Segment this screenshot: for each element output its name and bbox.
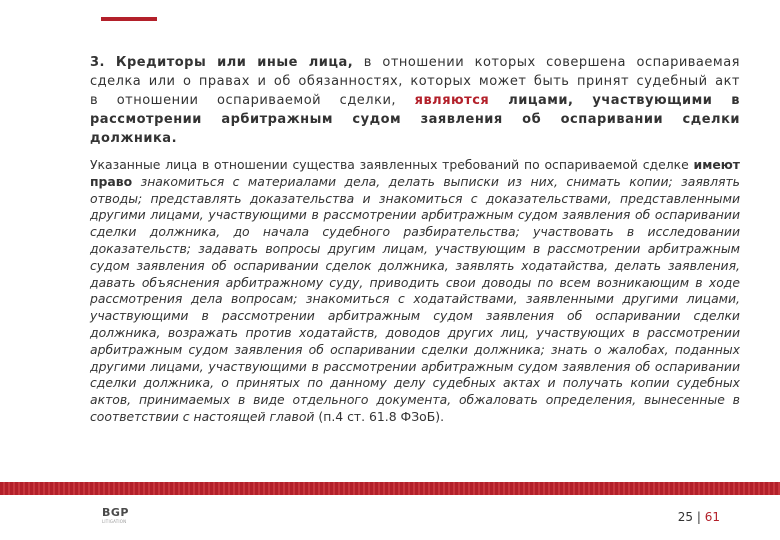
page-separator: | (693, 510, 705, 524)
heading-bold-end: лицами, участвующими в рассмотрении арбитражным судом заявления об оспаривании сделки должника. (90, 93, 740, 146)
body-paragraph (90, 157, 740, 426)
company-logo (102, 507, 142, 529)
heading-lead: 3. Кредиторы или иные лица, (90, 55, 354, 70)
body-rights-list: знакомиться с материалами дела, делать выписки из них, снимать копии; заявлять отводы; представлять доказательства и знакомиться с доказательствами, представленными другими лицами, участвующими в рассмотрении арбитражным судом заявления об оспаривании сделки должника, до начала судебного разбирательства; участвовать в исследовании доказательств; задавать вопросы другим лицам, участвующим в рассмотрении арбитражным судом заявления об оспаривании сделок должника, заявлять ходатайства, делать заявления, давать объяснения арбитражному суду, приводить свои доводы по всем возникающим в ходе рассмотрения дела вопросам; знакомиться с ходатайствами, заявленными другими лицами, участвующими в рассмотрении арбитражным судом заявления об оспаривании сделки должника, возражать против ходатайств, доводов других лиц, участвующих в рассмотрении арбитражным судом заявления об оспаривании сделки должника; знать о жалобах, поданных другими лицами, участвующими в рассмотрении арбитражным судом заявления об оспаривании сделки должника, о принятых по данному делу судебных актах и получать копии судебных актов, принимаемых в виде отдельного документа, обжаловать определения, вынесенные в соответствии с настоящей главой (90, 173, 740, 424)
current-page: 25 (677, 510, 694, 524)
page-number (678, 510, 720, 524)
heading-text: в отношении которых совершена оспариваемая сделка или о правах и об обязанностях, которых может быть принят судебный акт в отношении оспариваемой сделки, (90, 55, 740, 108)
heading-highlight: являются (414, 93, 490, 108)
logo-subtext: LITIGATION (102, 519, 127, 524)
body-intro: Указанные лица в отношении существа заявленных требований по оспариваемой сделке (90, 157, 694, 172)
logo-text: BGP (102, 506, 129, 519)
section-heading (90, 53, 740, 148)
total-pages: 61 (704, 510, 720, 524)
footer-band (0, 482, 780, 495)
top-accent-bar (101, 17, 157, 21)
body-citation: (п.4 ст. 61.8 ФЗоБ). (314, 408, 445, 424)
body-emphasis: имеют право (90, 157, 740, 189)
